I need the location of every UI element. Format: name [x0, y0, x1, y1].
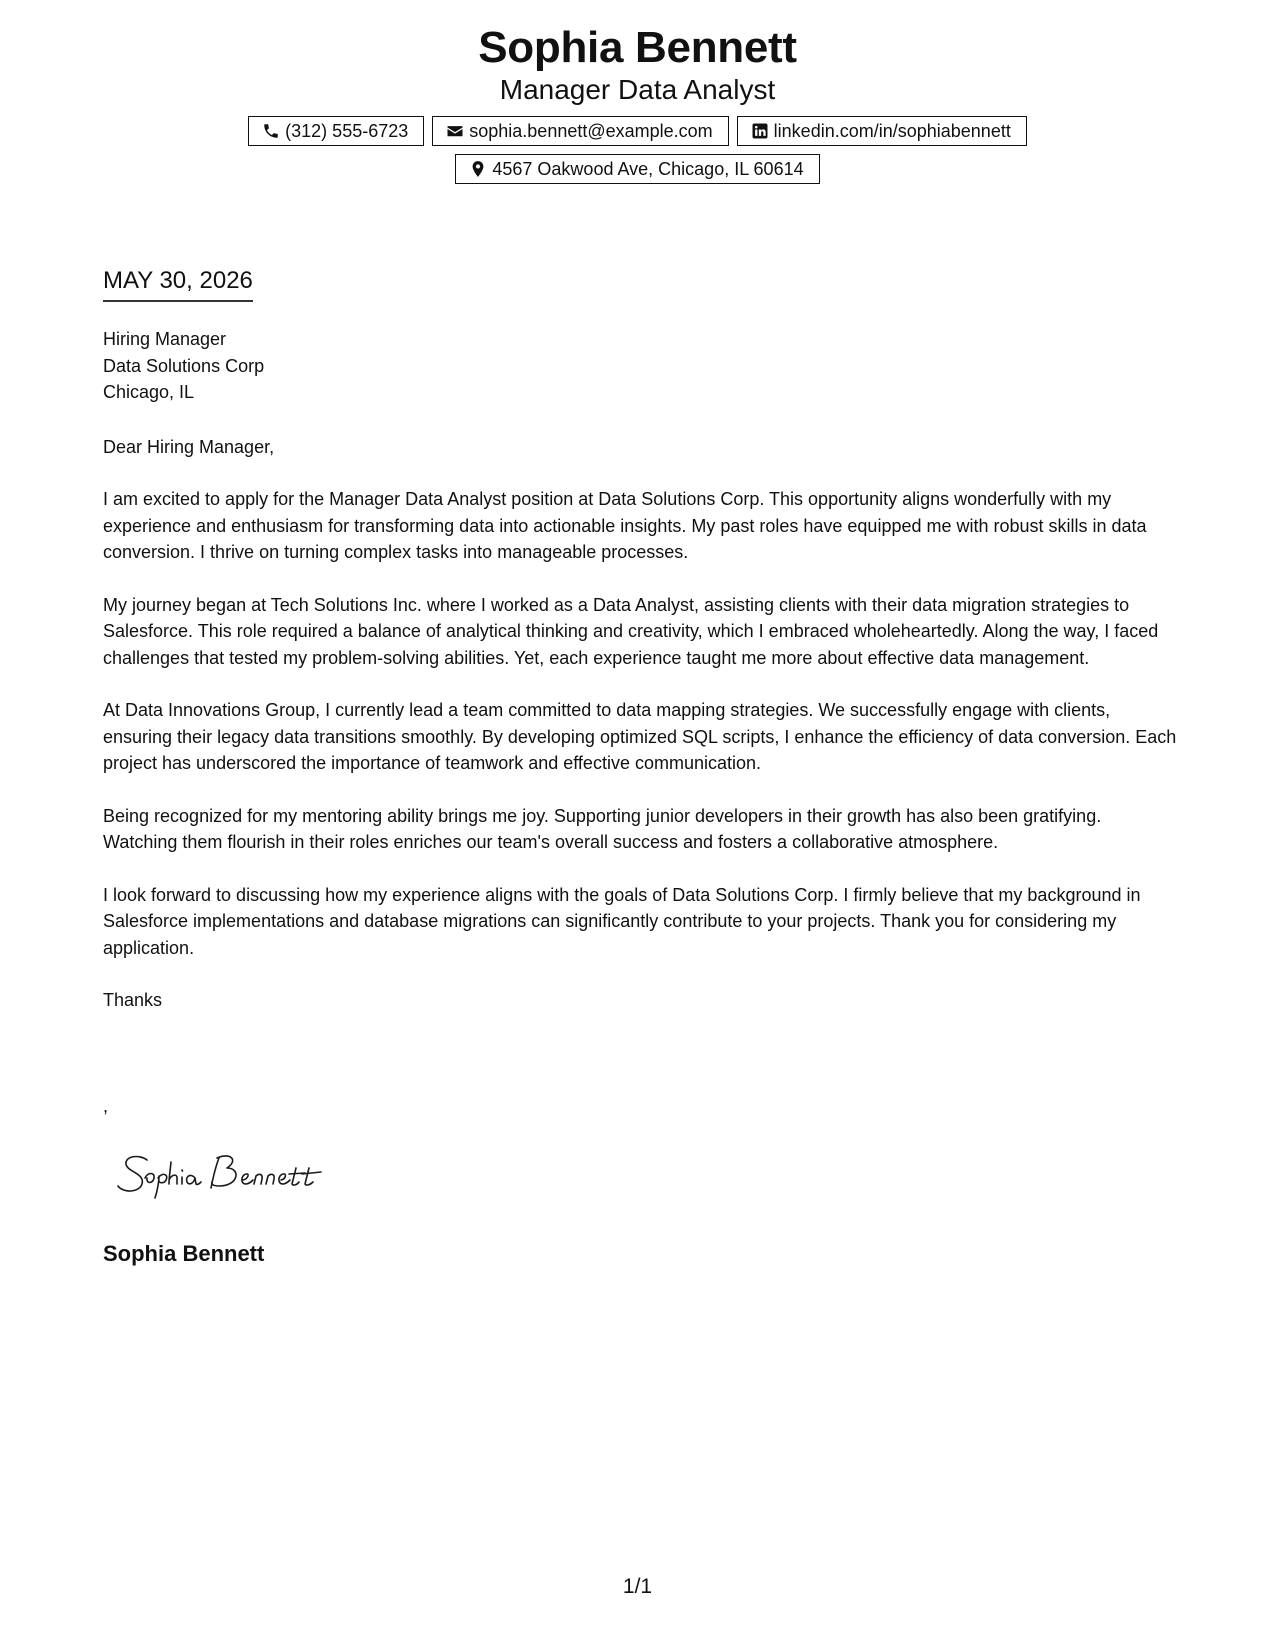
page-number: 1/1 [622, 1575, 653, 1598]
email-text: sophia.bennett@example.com [469, 120, 713, 141]
contact-row-primary [0, 116, 1275, 146]
address-text: 4567 Oakwood Ave, Chicago, IL 60614 [492, 158, 804, 179]
recipient-line: Data Solutions Corp [103, 355, 265, 376]
letter-date: MAY 30, 2026 [103, 266, 253, 302]
handwritten-signature [115, 1146, 355, 1202]
applicant-role: Manager Data Analyst [499, 74, 776, 105]
body-paragraph: My journey began at Tech Solutions Inc. where I worked as a Data Analyst, assisting clients with their data migration strategies to Salesforce. This role required a balance of analytical thinking and creativity, which I embraced wholeheartedly. Along the way, I faced challenges that tested my problem-solving abilities. Yet, each experience taught me more about effective data management. [103, 594, 1159, 668]
body-paragraph: I am excited to apply for the Manager Data Analyst position at Data Solutions Corp. This opportunity aligns wonderfully with my experience and enthusiasm for transforming data into actionable insights. My past roles have equipped me with robust skills in data conversion. I thrive on turning complex tasks into manageable processes. [103, 489, 1147, 562]
email-contact[interactable] [432, 116, 728, 146]
body-paragraph: At Data Innovations Group, I currently lead a team committed to data mapping strategies. We successfully engage with clients, ensuring their legacy data transitions smoothly. By developing optimized SQL scripts, I enhance the efficiency of data conversion. Each project has underscored the importance of teamwork and effective communication. [103, 700, 1177, 773]
body-paragraph: I look forward to discussing how my experience aligns with the goals of Data Solutions Corp. I firmly believe that my background in Salesforce implementations and database migrations can significantly contribute to your projects. Thank you for considering my application. [103, 884, 1141, 958]
linkedin-contact[interactable] [737, 116, 1027, 146]
letter-date-block [103, 266, 253, 302]
linkedin-icon [751, 122, 769, 140]
signer-name: Sophia Bennett [103, 1241, 265, 1266]
closing: Thanks [103, 990, 163, 1010]
address-contact [455, 154, 819, 184]
letter-body [103, 326, 1178, 1014]
body-paragraph: Being recognized for my mentoring ability brings me joy. Supporting junior developers in their growth has also been gratifying. Watching them flourish in their roles enriches our team's overall success and fosters a collaborative atmosphere. [103, 805, 1102, 852]
phone-icon [262, 122, 280, 140]
recipient-line: Hiring Manager [103, 329, 227, 349]
salutation: Dear Hiring Manager, [103, 436, 275, 457]
recipient-line: Chicago, IL [103, 382, 195, 402]
applicant-name: Sophia Bennett [478, 23, 797, 72]
closing-comma: , [103, 1096, 109, 1116]
linkedin-text: linkedin.com/in/sophiabennett [773, 120, 1011, 141]
map-pin-icon [469, 160, 487, 178]
envelope-icon [446, 122, 464, 140]
letter-header [0, 22, 1275, 184]
recipient-address [103, 326, 1178, 406]
contact-row-secondary [0, 154, 1275, 184]
phone-text: (312) 555-6723 [285, 120, 409, 141]
phone-contact [248, 116, 424, 146]
